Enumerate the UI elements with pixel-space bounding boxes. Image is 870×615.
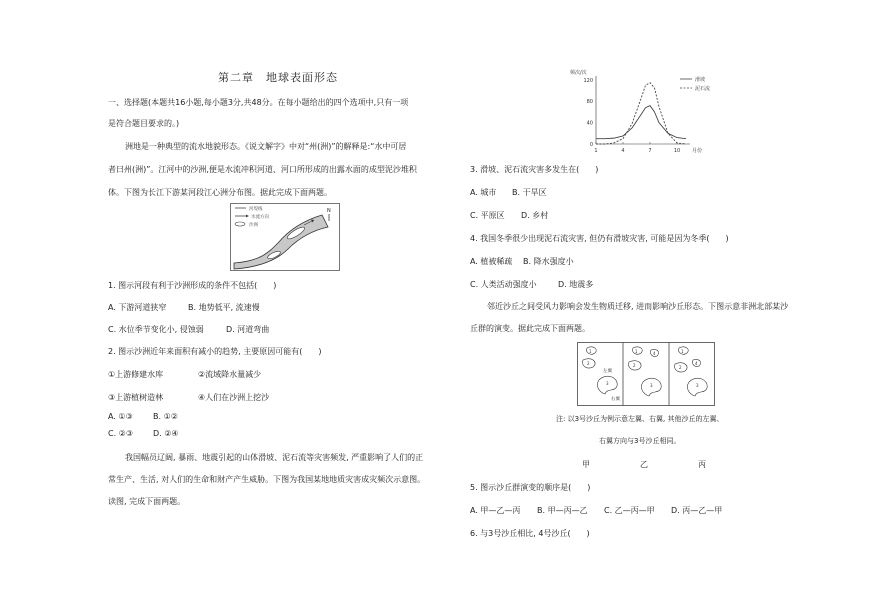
y-tick-label: 120 [583, 77, 593, 84]
intro-paragraph-1: 洲地是一种典型的流水地貌形态。《说文解字》中对“州(洲)”的解释是:“水中可居 [125, 142, 407, 151]
q2-option-d[interactable]: D. ②④ [153, 429, 179, 438]
question-5: 5. 图示沙丘群演变的顺序是( ) [470, 483, 591, 492]
dune-right-wing-label: 右翼 [611, 397, 620, 402]
q2-option-c[interactable]: C. ②③ [108, 429, 134, 438]
legend-debris-flow: 泥石流 [695, 86, 711, 92]
svg-text:1: 1 [589, 349, 592, 354]
map-north-label: N [327, 208, 331, 214]
y-tick-label: 0 [589, 141, 593, 148]
question-3: 3. 滑坡、泥石流灾害多发生在( ) [470, 165, 599, 174]
intro-paragraph-2-line3: 读图, 完成下面两题。 [108, 497, 186, 506]
dune-panel-label-jia: 甲 [582, 460, 590, 469]
q3-option-c[interactable]: C. 平原区 [470, 211, 505, 220]
svg-text:2: 2 [633, 363, 636, 368]
x-tick-label: 4 [621, 148, 625, 154]
intro-paragraph-2-line2: 常生产、生活, 对人们的生命和财产产生威胁。下图为我国某地地质灾害成灾频次示意图。 [108, 475, 426, 484]
dune-left-wing-label: 左翼 [603, 369, 612, 374]
chapter-title: 第二章 地球表面形态 [218, 71, 338, 84]
svg-text:1: 1 [635, 349, 638, 354]
section-heading-2: 是符合题目要求的。) [108, 119, 180, 128]
section-heading: 一、选择题(本题共16小题,每小题3分,共48分。在每小题给出的四个选项中,只有一项 [108, 98, 409, 107]
question-2: 2. 图示沙洲近年来面积有减小的趋势, 主要原因可能有( ) [108, 347, 322, 356]
series-line-debris-flow [596, 83, 686, 144]
q2-statement-2: ②流域降水量减少 [198, 370, 262, 379]
intro-paragraph-3-line2: 丘群的演变。据此完成下面两题。 [470, 324, 590, 333]
q5-option-b[interactable]: B. 甲—丙—乙 [537, 506, 588, 515]
q3-option-d[interactable]: D. 乡村 [521, 211, 549, 220]
q4-option-a[interactable]: A. 植被稀疏 [470, 257, 513, 266]
question-6: 6. 与3号沙丘相比, 4号沙丘( ) [470, 529, 590, 538]
q4-option-d[interactable]: D. 地震多 [558, 280, 594, 289]
x-tick-label: 7 [648, 148, 652, 154]
dune-note-line1: 注: 以3号沙丘为例示意左翼、右翼, 其他沙丘的左翼、 [556, 415, 724, 423]
intro-paragraph-3: 邻近沙丘之间受风力影响会发生物质迁移, 进而影响沙丘形态。下图示意非洲北部某沙 [487, 302, 789, 311]
q2-statement-1: ①上游修建水库 [108, 370, 164, 379]
chart-xlabel: 月份 [692, 148, 703, 154]
q5-option-c[interactable]: C. 乙—丙—甲 [604, 506, 655, 515]
svg-text:3: 3 [696, 383, 699, 388]
q2-statement-4: ④人们在沙洲上挖沙 [198, 393, 270, 402]
dune-panel-label-bing: 丙 [698, 460, 706, 469]
intro-paragraph-1-line2: 者曰州(洲)”。江河中的沙洲,便是水流冲积河道、河口所形成的出露水面的成型泥沙堆积 [108, 165, 417, 174]
dune-panel-label-yi: 乙 [640, 460, 648, 469]
dune-note-line2: 右翼方向与3号沙丘相同。 [599, 437, 681, 445]
q5-option-d[interactable]: D. 丙—乙—甲 [671, 506, 723, 515]
intro-paragraph-1-line3: 体。下图为长江下游某河段江心洲分布图。据此完成下面两题。 [108, 188, 332, 197]
series-line-landslide [596, 106, 686, 139]
svg-text:1: 1 [681, 349, 684, 354]
q3-option-b[interactable]: B. 干旱区 [512, 188, 547, 197]
svg-text:4: 4 [695, 361, 698, 366]
q5-option-a[interactable]: A. 甲—乙—丙 [470, 506, 521, 515]
q1-option-c[interactable]: C. 水位季节变化小, 侵蚀弱 [108, 325, 204, 334]
map-legend-levee: 河堤线 [249, 207, 263, 212]
legend-landslide: 滑坡 [695, 77, 706, 83]
question-1: 1. 图示河段有利于沙洲形成的条件不包括( ) [108, 281, 277, 290]
question-4: 4. 我国冬季很少出现泥石流灾害, 但仍有滑坡灾害, 可能是因为冬季( ) [470, 234, 729, 243]
q1-option-a[interactable]: A. 下游河道狭窄 [108, 303, 167, 312]
dune-evolution-figure [577, 342, 715, 406]
svg-text:3: 3 [650, 383, 653, 388]
y-tick-label: 80 [586, 99, 593, 106]
q2-option-b[interactable]: B. ①② [153, 412, 178, 421]
x-tick-label: 10 [673, 148, 681, 154]
river-map-figure [230, 203, 340, 271]
x-tick-label: 1 [594, 148, 598, 154]
q4-option-b[interactable]: B. 降水强度小 [523, 257, 574, 266]
map-legend-flow: 水流方向 [251, 215, 269, 220]
disaster-frequency-chart [568, 66, 728, 158]
svg-text:4: 4 [653, 351, 656, 356]
q2-statement-3: ③上游植树造林 [108, 393, 164, 402]
q1-option-b[interactable]: B. 地势低平, 流速慢 [188, 303, 260, 312]
chart-ylabel: 频次/次 [570, 70, 587, 76]
q4-option-c[interactable]: C. 人类活动强度小 [470, 280, 537, 289]
svg-text:2: 2 [587, 361, 590, 366]
svg-text:3: 3 [606, 381, 609, 386]
q2-option-a[interactable]: A. ①③ [108, 412, 133, 421]
q1-option-d[interactable]: D. 河道弯曲 [226, 325, 270, 334]
q3-option-a[interactable]: A. 城市 [470, 188, 497, 197]
y-tick-label: 40 [586, 120, 593, 127]
svg-text:2: 2 [679, 365, 682, 370]
intro-paragraph-2: 我国幅员辽阔, 暴雨、地震引起的山体滑坡、泥石流等灾害频发, 严重影响了人们的正 [125, 453, 424, 462]
map-legend-sandbar: 沙洲 [249, 223, 258, 228]
